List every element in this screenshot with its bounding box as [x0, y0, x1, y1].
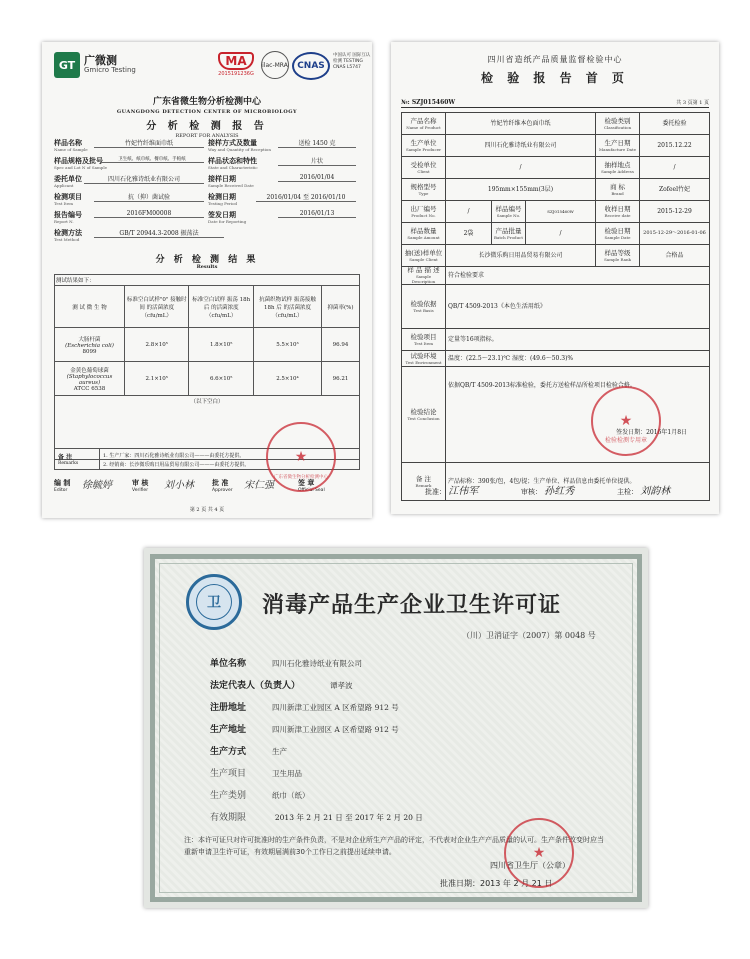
remarks-label: 备 注: [58, 454, 73, 461]
table-row: 出厂编号 Product No. / 样品编号 Sample No. SZJ015460W 收样日期 Receive date 2015-12-29: [402, 201, 710, 223]
table-row: 备 注 Remark 产品标称：390张/包，4包/提；生产单位、样品信息由委托单位提供。: [402, 463, 710, 501]
report-title-en: REPORT FOR ANALYSIS: [175, 133, 239, 139]
table-row: 抽(送)样单位 Sample Client 长沙微乐购日用品贸易有限公司 样品等级 Sample Rank 合格品: [402, 245, 710, 267]
results-note: 测试结果如下：: [55, 275, 360, 286]
col-blank-18h: 标准空白试样 振荡 18h 后 的活菌浓度 （cfu/mL）: [189, 286, 253, 328]
organism-cell: 金黄色葡萄球菌 (Staphylococcus aureus) ATCC 6538: [55, 362, 125, 396]
cma-mark: MA: [218, 52, 254, 70]
col-organism: 测 试 微 生 物: [55, 286, 125, 328]
field-reporting-date: 签发日期 Date for Reporting 2016/01/13: [208, 210, 358, 224]
field-report-no: 报告编号 Report N. 2016FM00008: [54, 210, 214, 224]
ilac-mra-icon: ilac-MRA: [261, 51, 289, 79]
inspection-org: 四川省造纸产品质量监督检验中心: [487, 55, 623, 64]
issuing-authority: 四川省卫生厅（公章）: [490, 861, 570, 870]
verifier-label: 审 核 Verifier: [132, 479, 149, 493]
editor-label: 编 制 Editor: [54, 479, 71, 493]
table-header-row: [55, 286, 360, 328]
approver-signature: 宋仁强: [244, 480, 274, 491]
table-row: 生产单位 Sample Producer 四川石化雅诗纸业有限公司 生产日期 Manufacture Date 2015.12.22: [402, 135, 710, 157]
remarks-divider: [99, 449, 100, 469]
field-test-item: 检测项目 Test Item 抗（抑）菌试验: [54, 192, 214, 206]
table-row: 规格型号 Type 195mm×155mm(3层) 商 标 Brand Zofeel竹妃: [402, 179, 710, 201]
cnas-text: 中国认可 国际互认 检测 TESTING CNAS L5747: [333, 53, 371, 70]
table-row: 检验依据 Test Basis QB/T 4509-2013《本色生活用纸》: [402, 285, 710, 329]
health-dept-seal-stamp: [504, 818, 574, 888]
report-page: 共 3 页第 1 页: [676, 100, 709, 106]
issue-date: 签发日期：2016年1月8日: [616, 429, 688, 436]
table-row: 试验环境 Test Environment 温度：(22.5～23.1)℃ 湿度：(49.6～50.3)%: [402, 351, 710, 367]
org-title-en: GUANGDONG DETECTION CENTER OF MICROBIOLOGY: [116, 109, 298, 115]
inspection-table: [401, 112, 710, 501]
report-title: 分 析 检 测 报 告: [146, 121, 268, 132]
page-number: 第 2 页 共 4 页: [189, 507, 225, 513]
field-sample-spec: 样品规格及批号 Spec and Lot N of Sample 卫生纸、纸巾纸、餐巾纸、手帕纸: [54, 156, 214, 170]
table-row: 检验项目 Test Item 定量等16项指标。: [402, 329, 710, 351]
seal-star-icon: ★: [532, 845, 546, 861]
results-title: 分 析 检 测 结 果: [155, 255, 259, 265]
table-row: 大肠杆菌 (Escherichia coli) 8099 2.8×10⁵ 1.8×10⁵ 5.5×10³ 96.94: [55, 328, 360, 362]
col-initial: 标准空白试样"0" 接触时间 的活菌浓度 （cfu/mL）: [125, 286, 189, 328]
microbiology-test-report: [42, 42, 372, 518]
blank-note: （以下空白）: [55, 396, 360, 460]
approver-label: 批 准 Approver: [212, 479, 233, 493]
verifier-signature: 刘小林: [164, 480, 194, 491]
organism-cell: 大肠杆菌 (Escherichia coli) 8099: [55, 328, 125, 362]
cert-row-prod-mode: 生产方式 生产: [210, 747, 287, 757]
inspection-title: 检 验 报 告 首 页: [481, 71, 629, 85]
seal-star-icon: ★: [294, 449, 308, 465]
validity-value: 2013 年 2 月 21 日 至 2017 年 2 月 20 日: [274, 813, 423, 822]
reviewer-signature: 孙红秀: [544, 486, 575, 497]
seal-star-icon: ★: [619, 413, 633, 429]
remarks-label-en: Remarks: [58, 461, 79, 466]
seal-label: 签 章 Official Seal: [298, 479, 325, 493]
gmicro-logo-icon: GT: [54, 52, 80, 78]
approver-signature: 江伟军: [448, 486, 479, 497]
health-department-emblem-icon: 卫: [186, 574, 242, 630]
logo-name-en: Gmicro Testing: [84, 66, 136, 74]
conclusion-text: 依据QB/T 4509-2013标准检验，委托方送检样品所检项目检验合格。: [448, 382, 636, 389]
approval-date: 批准日期：2013 年 2 月 21 日: [440, 879, 553, 888]
validity-label: 有效期限: [210, 813, 247, 823]
remark-line: 1. 生产厂家：四川石化雅诗纸业有限公司———由委托方提供。: [103, 453, 245, 459]
report-number: №: SZJ015460W: [401, 99, 456, 106]
table-row: 受检单位 Client / 抽样地点 Sample Address /: [402, 157, 710, 179]
logo-name: 广微测: [84, 54, 117, 67]
results-note-row: [55, 275, 360, 286]
editor-signature: 徐毓婷: [82, 480, 112, 491]
field-received-date: 接样日期 Sample Received Date 2016/01/04: [208, 174, 358, 188]
report-meta: [401, 99, 709, 108]
col-rate: 抑菌率(%): [322, 286, 360, 328]
table-row: 样品数量 Sample Amount 2袋 产品批量 Batch Product / 检验日期 Sample Date 2015-12-29～2016-01-06: [402, 223, 710, 245]
cert-row-company: 单位名称 四川石化雅诗纸业有限公司: [210, 659, 362, 669]
approver-signoff: 批准： 江伟军: [425, 486, 479, 497]
results-title-en: Results: [196, 264, 218, 270]
seal-text: 检验检测专用章: [604, 437, 647, 444]
reviewer-signoff: 审核： 孙红秀: [521, 486, 575, 497]
cma-certification-icon: [218, 52, 254, 80]
hygiene-license-certificate: [144, 548, 648, 908]
table-row: 检验结论 Test Conclusion 依据QB/T 4509-2013标准检验，委托方送检样品所检项目检验合格。 签发日期：2016年1月8日: [402, 367, 710, 463]
field-state: 样品状态和特性 State and Characteristic 片状: [208, 156, 358, 170]
table-row: 金黄色葡萄球菌 (Staphylococcus aureus) ATCC 6538 2.1×10⁵ 6.6×10⁵ 2.5×10⁴ 96.21: [55, 362, 360, 396]
remark-line: 2. 经销商：长沙微乐购日用品贸易有限公司———由委托方提供。: [103, 462, 250, 468]
cert-validity: [210, 810, 423, 823]
field-applicant: 委托单位 Applicant 四川石化雅诗纸业有限公司: [54, 174, 214, 188]
table-row: 样 品 描 述 Sample Description 符合检验要求: [402, 267, 710, 285]
cert-row-prod-address: 生产地址 四川新津工业园区 A 区希望路 912 号: [210, 725, 399, 735]
table-row: 产品名称 Name of Product 竹妃竹纤维本色面巾纸 检验类别 Classification 委托检验: [402, 113, 710, 135]
certificate-note: 注：本许可证只对许可批准时的生产条件负责，不是对企业所生产产品的评定，不代表对企业生产产品质量的认可。生产条件改变时应当重新申请卫生许可证，有效期届满前30个工作日之前提出延续申请。: [184, 836, 604, 856]
permit-number: （川）卫消证字（2007）第 0048 号: [462, 631, 596, 640]
cert-row-legal-rep: 法定代表人（负责人） 谭孝波: [210, 681, 353, 691]
certificate-title: 消毒产品生产企业卫生许可证: [262, 593, 562, 618]
org-title: 广东省微生物分析检测中心: [152, 97, 261, 107]
cnas-icon: CNAS: [292, 52, 330, 80]
field-test-method: 检测方法 Test Method GB/T 20944.3-2008 振荡法: [54, 228, 224, 242]
report-header: [54, 50, 371, 92]
col-treated-18h: 抗菌织物试样 振荡接触 18h 后 的活菌浓度 （cfu/mL）: [253, 286, 321, 328]
seal-text: 广东省微生物分析检测中心: [274, 475, 328, 480]
field-reception: 接样方式及数量 Way and Quantity of Reception 送检 1450 克: [208, 138, 358, 152]
official-seal-stamp: [266, 422, 336, 492]
cert-row-reg-address: 注册地址 四川新津工业园区 A 区希望路 912 号: [210, 703, 399, 713]
cert-row-prod-category: 生产类别 纸巾（纸）: [210, 791, 310, 801]
inspection-report-cover: [391, 42, 719, 514]
inspector-signoff: 主检： 刘韵林: [617, 486, 671, 497]
inspection-seal-stamp: [591, 386, 661, 456]
field-sample-name: 样品名称 Name of Sample 竹妃竹纤维面巾纸: [54, 138, 214, 152]
inspector-signature: 刘韵林: [640, 486, 671, 497]
field-testing-period: 检测日期 Testing Period 2016/01/04 至 2016/01/10: [208, 192, 358, 206]
cma-number: 2015191236G: [218, 71, 254, 77]
cert-row-prod-item: 生产项目 卫生用品: [210, 769, 302, 779]
